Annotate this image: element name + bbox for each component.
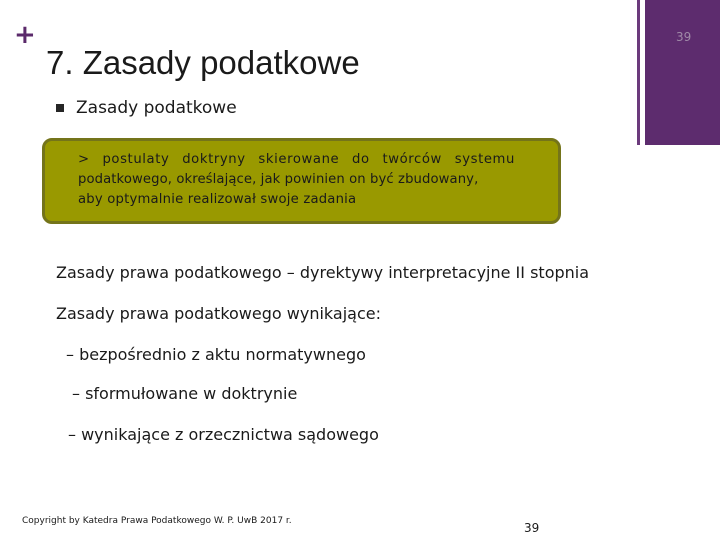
page-number-bottom: 39	[524, 521, 540, 535]
definition-line: podatkowego, określające, jak powinien on być zbudowany,	[78, 172, 479, 187]
list-item-normative: – bezpośrednio z aktu normatywnego	[66, 345, 366, 364]
bullet-text: Zasady podatkowe	[76, 98, 237, 118]
text-line-arising: Zasady prawa podatkowego wynikające:	[56, 304, 381, 323]
bullet-item	[56, 98, 237, 118]
list-item-doctrine: – sformułowane w doktrynie	[72, 384, 298, 403]
decorative-thick-bar	[645, 0, 720, 145]
text-line-interpretive: Zasady prawa podatkowego – dyrektywy interpretacyjne II stopnia	[56, 263, 590, 282]
list-item-jurisprudence: – wynikające z orzecznictwa sądowego	[68, 425, 379, 444]
definition-line: aby optymalnie realizował swoje zadania	[78, 192, 357, 207]
slide-title: 7. Zasady podatkowe	[46, 44, 360, 81]
page-number-top: 39	[676, 30, 692, 44]
definition-line: > postulaty doktryny skierowane do twórców systemu	[78, 152, 515, 167]
copyright-footer: Copyright by Katedra Prawa Podatkowego W. P. UwB 2017 r.	[22, 516, 292, 526]
plus-mark: +	[14, 20, 36, 50]
square-bullet-icon	[56, 104, 64, 112]
definition-text	[78, 150, 528, 210]
decorative-thin-bar	[637, 0, 640, 145]
